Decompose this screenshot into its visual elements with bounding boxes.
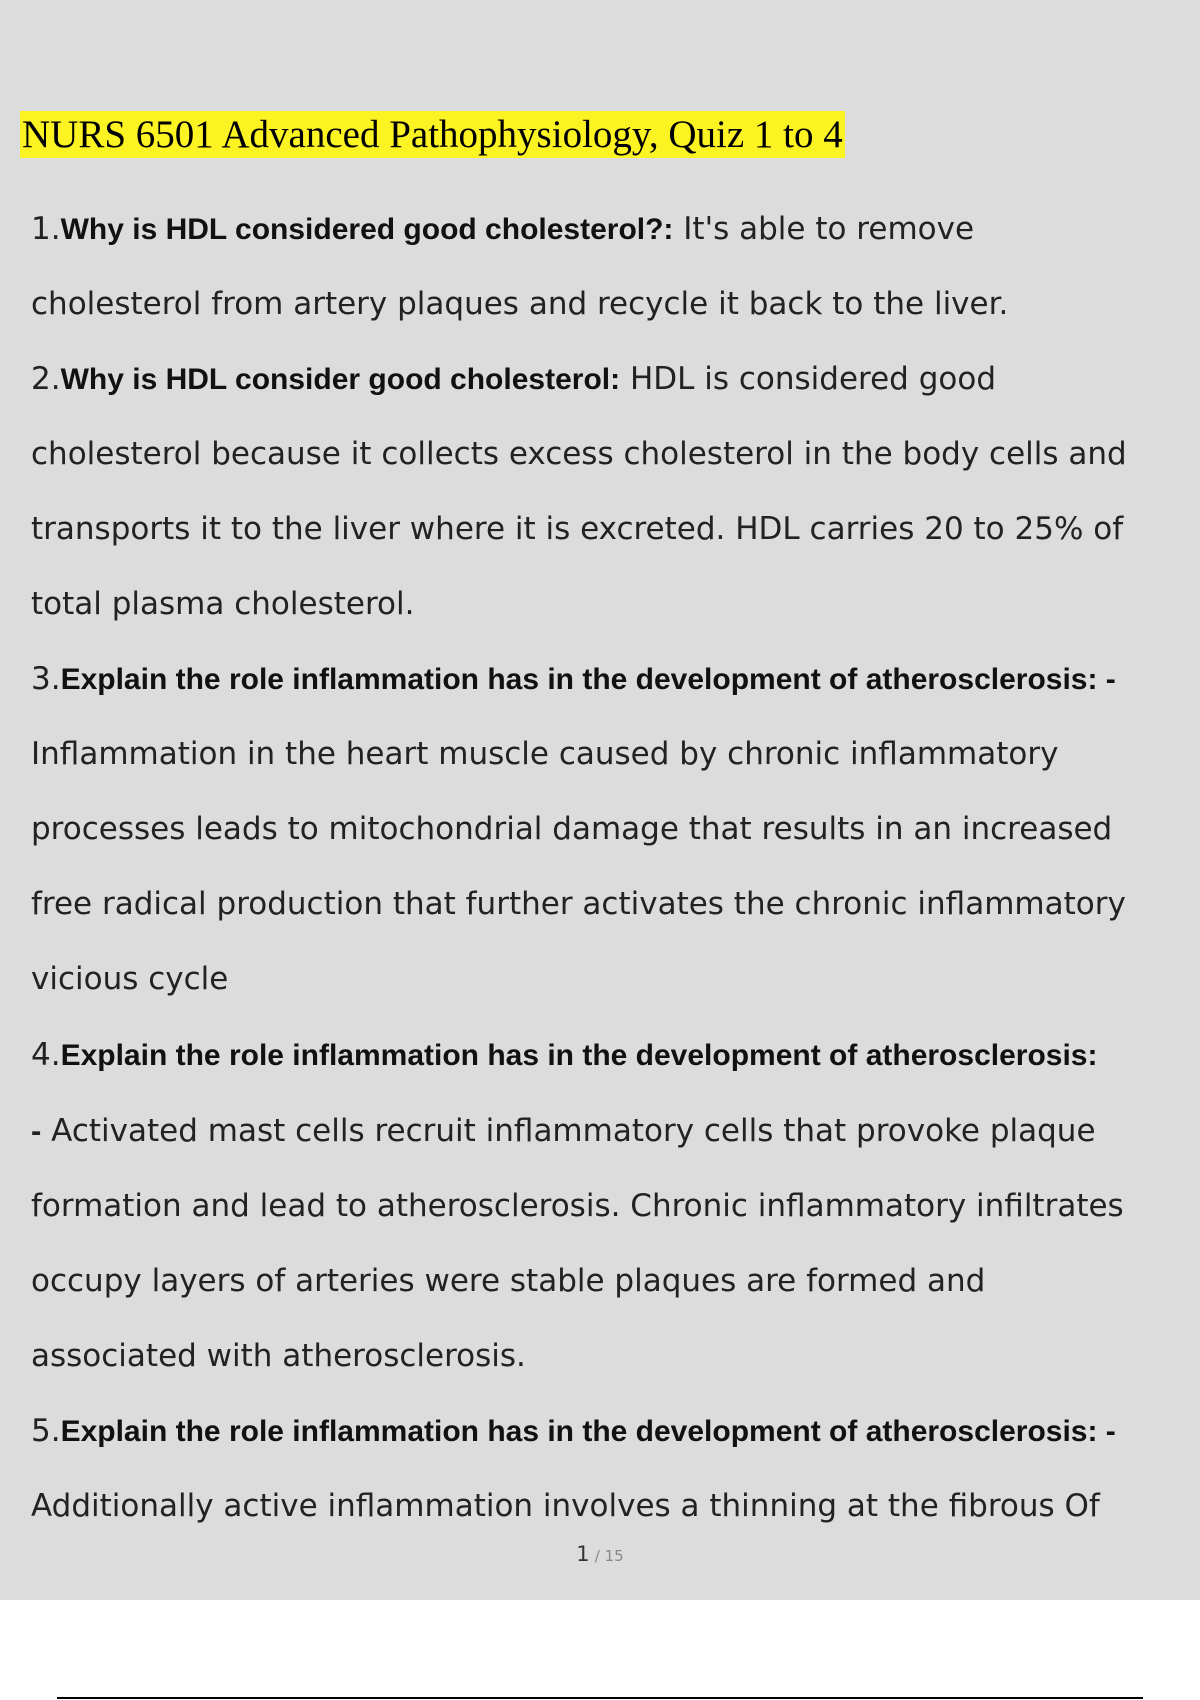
- item-answer: It's able to remove cholesterol from artery plaques and recycle it back to the liver.: [31, 211, 1009, 322]
- item-dash: -: [31, 1113, 42, 1148]
- item-number: 4.: [31, 1037, 61, 1073]
- item-answer: Additionally active inflammation involves a thinning at the fibrous Of: [31, 1488, 1100, 1524]
- item-question: Why is HDL consider good cholesterol:: [60, 363, 621, 396]
- quiz-item-3: [31, 642, 1191, 1017]
- current-page-number: 1: [576, 1542, 590, 1566]
- item-answer: HDL is considered good cholesterol because it collects excess cholesterol in the body cells and transports it to the liver where it is excreted. HDL carries 20 to 25% of total plasma cholesterol.: [31, 361, 1127, 622]
- document-title: NURS 6501 Advanced Pathophysiology, Quiz 1 to 4: [22, 113, 843, 156]
- footer-divider: [57, 1697, 1143, 1699]
- quiz-content: [31, 192, 1191, 1544]
- item-question: Explain the role inflammation has in the development of atherosclerosis: -: [60, 663, 1116, 696]
- item-number: 5.: [31, 1413, 61, 1449]
- total-pages: / 15: [594, 1547, 624, 1565]
- quiz-item-2: [31, 342, 1191, 642]
- item-question: Why is HDL considered good cholesterol?:: [60, 213, 674, 246]
- page-indicator: [0, 1542, 1200, 1566]
- item-number: 1.: [31, 211, 61, 247]
- item-answer: Activated mast cells recruit inflammatory cells that provoke plaque formation and lead to atherosclerosis. Chronic inflammatory infiltrates occupy layers of arteries were stable plaques are formed and associated with atherosclerosis.: [31, 1113, 1124, 1374]
- quiz-item-4: [31, 1017, 1191, 1394]
- quiz-item-1: [31, 192, 1191, 342]
- quiz-item-5: [31, 1394, 1191, 1544]
- item-number: 3.: [31, 661, 61, 697]
- item-question: Explain the role inflammation has in the development of atherosclerosis: -: [60, 1415, 1116, 1448]
- item-number: 2.: [31, 361, 61, 397]
- item-question: Explain the role inflammation has in the development of atherosclerosis:: [60, 1039, 1098, 1072]
- item-answer: Inflammation in the heart muscle caused by chronic inflammatory processes leads to mitochondrial damage that results in an increased free radical production that further activates the chronic inflammatory vicious cycle: [31, 736, 1126, 997]
